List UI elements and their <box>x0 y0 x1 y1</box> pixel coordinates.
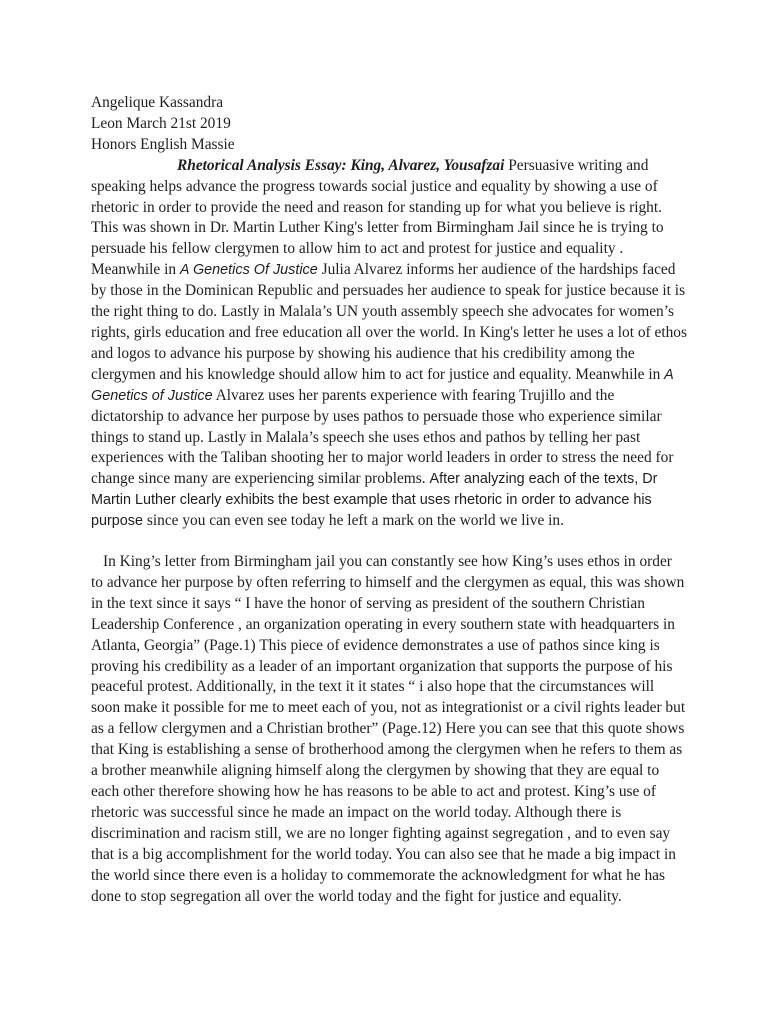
essay-title: Rhetorical Analysis Essay: King, Alvarez, Yousafzai <box>177 156 505 174</box>
intro-text-3: Alvarez uses her parents experience with fearing Trujillo and the dictatorship to advance her purpose by uses pathos to persuade those who experience similar things to stand up. Lastly in Malala’s speech she uses ethos and pathos by telling her past experiences with the Taliban shooting her to major world leaders in order to stress the need for change since many are experiencing similar problems. <box>91 386 674 488</box>
thesis-text: After analyzing each of the texts, Dr Martin Luther clearly exhibits the best example that uses rhetoric in order to advance his purpose <box>91 471 658 530</box>
intro-text-1: Persuasive writing and speaking helps advance the progress towards social justice and equality by showing a use of rhetoric in order to provide the need and reason for standing up for what you believe is right. This was shown in Dr. Martin Luther King's letter from Birmingham Jail since he is trying to persuade his fellow clergymen to allow him to act and protest for justice and equality . Meanwhile in <box>91 156 664 279</box>
paragraph-body-1: In King’s letter from Birmingham jail you can constantly see how King’s uses ethos in order to advance her purpose by often referring to himself and the clergymen as equal, this was shown in the text since it says “ I have the honor of serving as president of the southern Christian Leadership Conference , an organization operating in every southern state with headquarters in Atlanta, Georgia” (Page.1) This piece of evidence demonstrates a use of pathos since king is proving his credibility as a leader of an important organization that supports the purpose of his peaceful protest. Additionally, in the text it it states “ i also hope that the circumstances will soon make it possible for me to meet each of you, not as integrationist or a civil rights leader but as a fellow clergymen and a Christian brother” (Page.12) Here you can see that this quote shows that King is establishing a sense of brotherhood among the clergymen when he refers to them as a brother meanwhile aligning himself along the clergymen by showing that they are equal to each other therefore showing how he has reasons to be able to act and protest. King’s use of rhetoric was successful since he made an impact on the world today. Although there is discrimination and racism still, we are no longer fighting against segregation , and to even say that is a big accomplishment for the world today. You can also see that he made a big impact in the world since there even is a holiday to commemorate the acknowledgment for what he has done to stop segregation all over the world today and the fight for justice and equality. <box>91 553 686 905</box>
course-name: Honors English Massie <box>91 135 235 153</box>
paragraph-intro <box>91 156 687 532</box>
intro-text-2: Julia Alvarez informs her audience of the hardships faced by those in the Dominican Republic and persuades her audience to speak for justice because it is the right thing to do. Lastly in Malala’s UN youth assembly speech she advocates for women’s rights, girls education and free education all over the world. In King's letter he uses a lot of ethos and logos to advance his purpose by showing his audience that his credibility among the clergymen and his knowledge should allow him to act for justice and equality. Meanwhile in <box>91 261 687 383</box>
date-line: Leon March 21st 2019 <box>91 114 231 132</box>
work-title-1: A Genetics Of Justice <box>179 262 318 279</box>
author-name: Angelique Kassandra <box>91 94 224 111</box>
essay-body <box>91 93 687 907</box>
intro-text-4: since you can even see today he left a mark on the world we live in. <box>143 512 564 530</box>
work-title-2: A Genetics of Justice <box>91 366 674 404</box>
